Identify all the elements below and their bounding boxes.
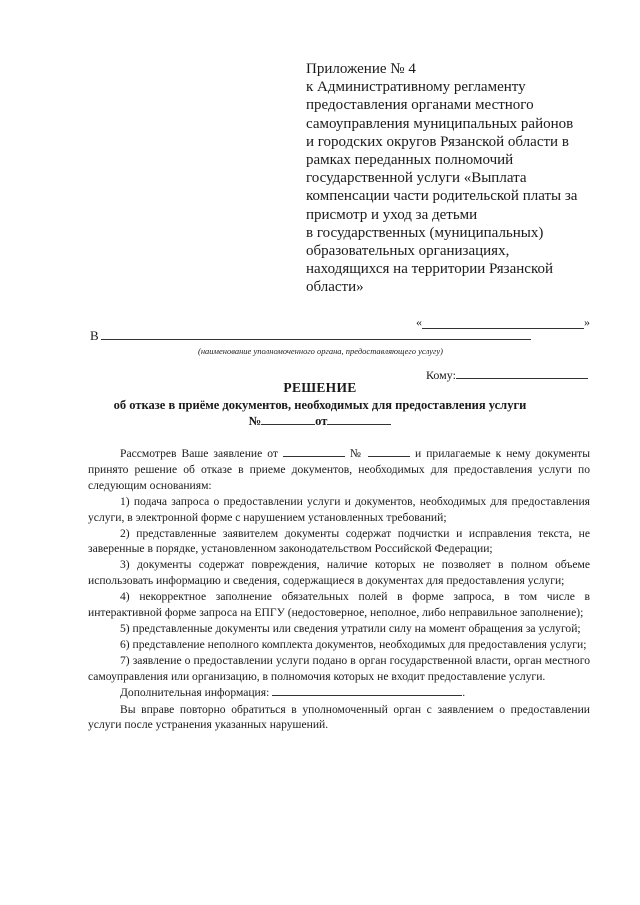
whom-blank [456,368,588,379]
appendix-line: в государственных (муниципальных) [306,224,544,241]
document-title: РЕШЕНИЕ [283,380,357,395]
organ-blank [101,329,531,340]
ground-item: 7) заявление о предоставлении услуги подано в орган государственной власти, орган местного самоуправления или организацию, в полномочия которых не входит предоставление услуги. [88,653,590,683]
appendix-line: Приложение № 4 [306,61,416,77]
appendix-line: находящихся на территории Рязанской [306,261,553,278]
ground-item: 4) некорректное заполнение обязательных полей в форме запроса, в том числе в интерактивной форме запроса на ЕПГУ (недостоверное, неполное, либо неправильное заполнение); [88,590,590,620]
additional-info-blank [272,685,462,696]
number-blank [261,414,315,425]
appendix-line: к Административному регламенту [306,79,526,96]
appendix-line: рамках переданных полномочий [306,152,514,169]
appendix-block [306,60,606,297]
ground-item: 1) подача запроса о предоставлении услуги и документов, необходимых для предоставления услуги, в электронной форме с нарушением установленных требований; [88,494,590,524]
intro-text-2: и прилагаемые к нему документы принято решение об отказе в приеме документов, необходимых для предоставления услуги по следующим основаниям: [88,447,591,492]
whom-label: Кому: [426,368,456,382]
date-close-quote: » [584,315,590,329]
ground-item: 2) представленные заявителем документы содержат подчистки и исправления текста, не заверенные в порядке, установленном законодательством Российской Федерации; [88,526,590,556]
from-label: от [315,414,328,428]
intro-no: № [349,447,364,460]
organ-field [90,328,531,344]
additional-info-label: Дополнительная информация: [120,685,270,699]
decision-number-line [0,414,640,429]
number-label: № [248,414,262,428]
intro-paragraph [88,446,590,494]
appendix-line: области» [306,279,364,296]
appendix-line: предоставления органами местного [306,97,534,114]
additional-info-end: . [462,685,466,699]
intro-text: Рассмотрев Ваше заявление от [120,447,278,460]
document-subtitle: об отказе в приёме документов, необходимых для предоставления услуги [113,398,527,412]
appendix-line: компенсации части родительской платы за [306,188,578,205]
date-open-quote: « [416,315,422,329]
document-body [88,446,590,733]
ground-item: 3) документы содержат повреждения, наличие которых не позволяет в полном объеме использовать информацию и сведения, содержащиеся в документах для предоставления услуги; [88,558,590,588]
application-date-blank [283,446,345,457]
appendix-line: и городских округов Рязанской области в [306,133,569,150]
appendix-line: присмотр и уход за детьми [306,206,478,223]
application-number-blank [368,446,410,457]
appendix-line: самоуправления муниципальных районов [306,115,574,132]
to-prefix: В [90,328,99,343]
appendix-line: государственной услуги «Выплата [306,170,527,187]
closing-paragraph: Вы вправе повторно обратиться в уполномоченный орган с заявлением о предоставлении услуги после устранения указанных нарушений. [88,702,590,732]
from-blank [327,414,391,425]
appendix-line: образовательных организациях, [306,243,510,260]
organ-caption: (наименование уполномоченного органа, предоставляющего услугу) [198,346,443,356]
additional-info-line [88,685,590,701]
ground-item: 6) представление неполного комплекта документов, необходимых для предоставления услуги; [120,637,587,651]
ground-item: 5) представленные документы или сведения утратили силу на момент обращения за услугой; [120,621,581,635]
